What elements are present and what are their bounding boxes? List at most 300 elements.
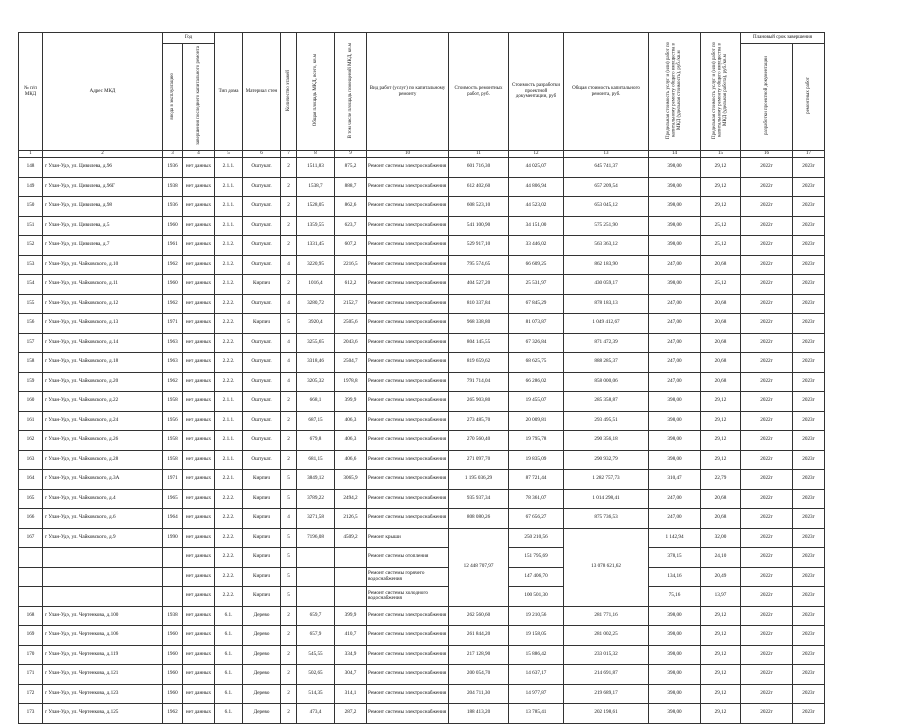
row-house-type: 2.2.2.	[215, 548, 243, 568]
row-house-type: 2.1.1.	[215, 431, 243, 451]
row-work-type: Ремонт системы электроснабжения	[367, 626, 449, 646]
row-floors: 4	[281, 372, 297, 392]
row-year-repair: нет данных	[183, 216, 215, 236]
row-total-area: 657,9	[297, 626, 335, 646]
row-cost-design: 151 795,69	[509, 548, 564, 568]
row-cost-design: 67 326,84	[509, 333, 564, 353]
row-max-cost: 247,00	[649, 509, 701, 529]
header-res-area: В том числе площадь помещений МКД, кв.м	[335, 33, 367, 151]
row-cost-repair: 265 903,80	[449, 392, 509, 412]
row-limit-cost: 32,00	[701, 528, 741, 548]
row-total-area: 502,65	[297, 665, 335, 685]
row-house-type: 2.1.1.	[215, 177, 243, 197]
table-row	[19, 489, 825, 509]
repair-plan-sheet	[18, 32, 824, 724]
column-number: 11	[449, 151, 509, 158]
row-house-type: 2.1.1.	[215, 411, 243, 431]
row-total-cost: 871 472,39	[564, 333, 649, 353]
row-cost-repair: 968 338,80	[449, 314, 509, 334]
row-work-deadline: 2023г	[793, 236, 825, 256]
row-cost-repair: 200 054,70	[449, 665, 509, 685]
row-year-built: 1958	[163, 431, 183, 451]
row-work-type: Ремонт системы электроснабжения	[367, 684, 449, 704]
row-year-built: 1963	[163, 353, 183, 373]
row-work-deadline: 2023г	[793, 626, 825, 646]
row-limit-cost: 29,12	[701, 177, 741, 197]
row-cost-design: 68 625,75	[509, 353, 564, 373]
row-work-deadline: 2023г	[793, 197, 825, 217]
row-max-cost: 134,16	[649, 567, 701, 587]
row-number: 152	[19, 236, 43, 256]
row-wall-material: Дерево	[243, 684, 281, 704]
row-total-area: 3789,22	[297, 489, 335, 509]
row-wall-material: Оштукат.	[243, 431, 281, 451]
row-cost-design: 147 406,70	[509, 567, 564, 587]
table-row	[19, 236, 825, 256]
header-house-type: Тип дома	[215, 33, 243, 151]
row-year-repair: нет данных	[183, 587, 215, 607]
row-year-built: 1962	[163, 704, 183, 724]
row-limit-cost: 29,12	[701, 431, 741, 451]
row-limit-cost: 29,12	[701, 626, 741, 646]
row-year-repair: нет данных	[183, 158, 215, 178]
row-total-area: 1016,4	[297, 275, 335, 295]
row-total-cost: 1 282 757,73	[564, 470, 649, 490]
row-floors: 2	[281, 450, 297, 470]
row-total-cost: 233 015,32	[564, 645, 649, 665]
row-design-deadline: 2022г	[741, 704, 793, 724]
row-number: 148	[19, 158, 43, 178]
table-row	[19, 509, 825, 529]
table-row	[19, 275, 825, 295]
row-address: г Улан-Удэ, ул. Чертенкова, д.100	[43, 606, 163, 626]
row-year-built: 1936	[163, 158, 183, 178]
row-design-deadline: 2022г	[741, 216, 793, 236]
row-work-deadline: 2023г	[793, 216, 825, 236]
row-design-deadline: 2022г	[741, 509, 793, 529]
row-limit-cost: 29,12	[701, 684, 741, 704]
row-total-cost: 1 049 412,67	[564, 314, 649, 334]
row-year-repair: нет данных	[183, 372, 215, 392]
row-floors: 5	[281, 470, 297, 490]
row-design-deadline: 2022г	[741, 548, 793, 568]
header-max-cost: Предельная стоимость услуг и (или) работ по капитальному ремонту общего имущества в МКД (удельная стоимость), руб./кв.м	[649, 33, 701, 151]
row-cost-design: 14 977,87	[509, 684, 564, 704]
row-cost-repair: 217 128,90	[449, 645, 509, 665]
row-total-cost: 1 014 298,41	[564, 489, 649, 509]
row-wall-material: Оштукат.	[243, 333, 281, 353]
row-res-area	[335, 567, 367, 587]
header-cost-design: Стоимость разработки проектной документации, руб	[509, 33, 564, 151]
row-design-deadline: 2022г	[741, 236, 793, 256]
row-cost-repair: 273 485,70	[449, 411, 509, 431]
row-floors: 2	[281, 645, 297, 665]
row-total-cost: 875 736,53	[564, 509, 649, 529]
row-number: 154	[19, 275, 43, 295]
column-number: 12	[509, 151, 564, 158]
row-res-area: 2505,6	[335, 314, 367, 334]
row-total-area: 3205,32	[297, 372, 335, 392]
row-wall-material: Оштукат.	[243, 177, 281, 197]
row-house-type: 6.1.	[215, 704, 243, 724]
row-number: 165	[19, 489, 43, 509]
row-address: г Улан-Удэ, ул. Чайковского, д.11	[43, 275, 163, 295]
row-max-cost: 398,00	[649, 704, 701, 724]
row-work-deadline: 2023г	[793, 431, 825, 451]
column-number: 10	[367, 151, 449, 158]
table-row	[19, 411, 825, 431]
row-floors: 4	[281, 255, 297, 275]
row-work-deadline: 2023г	[793, 665, 825, 685]
row-max-cost: 75,16	[649, 587, 701, 607]
row-work-type: Ремонт крыши	[367, 528, 449, 548]
row-year-repair: нет данных	[183, 645, 215, 665]
table-body-part2	[19, 606, 825, 723]
row-design-deadline: 2022г	[741, 470, 793, 490]
row-address: г Улан-Удэ, ул. Чертенкова, д.106	[43, 626, 163, 646]
row-total-area: 687,15	[297, 411, 335, 431]
row-house-type: 2.2.2.	[215, 353, 243, 373]
row-max-cost: 398,00	[649, 411, 701, 431]
row-max-cost: 398,00	[649, 684, 701, 704]
row-floors: 2	[281, 216, 297, 236]
header-work-type: Вид работ (услуг) по капитальному ремонту	[367, 33, 449, 151]
row-limit-cost: 29,12	[701, 158, 741, 178]
row-year-repair: нет данных	[183, 197, 215, 217]
row-max-cost: 398,00	[649, 275, 701, 295]
row-total-cost: 653 045,12	[564, 197, 649, 217]
row-work-deadline: 2023г	[793, 567, 825, 587]
row-wall-material: Кирпич	[243, 567, 281, 587]
row-year-built: 1960	[163, 645, 183, 665]
row-max-cost: 398,00	[649, 645, 701, 665]
row-limit-cost: 25,12	[701, 236, 741, 256]
row-cost-design: 14 637,17	[509, 665, 564, 685]
row-design-deadline: 2022г	[741, 158, 793, 178]
table-row	[19, 587, 825, 607]
row-wall-material: Оштукат.	[243, 450, 281, 470]
row-house-type: 6.1.	[215, 665, 243, 685]
row-year-repair: нет данных	[183, 509, 215, 529]
row-res-area: 888,7	[335, 177, 367, 197]
row-year-built: 1956	[163, 411, 183, 431]
row-number: 159	[19, 372, 43, 392]
row-year-repair: нет данных	[183, 665, 215, 685]
row-address: г Улан-Удэ, ул. Чайковского, д.24	[43, 411, 163, 431]
row-res-area: 2504,7	[335, 353, 367, 373]
row-cost-repair: 188 413,20	[449, 704, 509, 724]
row-cost-design: 67 845,29	[509, 294, 564, 314]
row-cost-design: 15 886,42	[509, 645, 564, 665]
row-cost-repair: 608 523,10	[449, 197, 509, 217]
column-number: 14	[649, 151, 701, 158]
row-total-cost: 13 078 621,62	[564, 528, 649, 606]
row-work-deadline: 2023г	[793, 509, 825, 529]
row-cost-repair: 262 560,60	[449, 606, 509, 626]
row-work-type: Ремонт системы электроснабжения	[367, 645, 449, 665]
row-year-repair: нет данных	[183, 704, 215, 724]
row-house-type: 6.1.	[215, 626, 243, 646]
row-max-cost: 398,00	[649, 216, 701, 236]
row-work-type: Ремонт системы электроснабжения	[367, 255, 449, 275]
row-work-deadline: 2023г	[793, 392, 825, 412]
row-year-repair: нет данных	[183, 353, 215, 373]
row-cost-repair: 601 716,30	[449, 158, 509, 178]
row-year-built: 1962	[163, 294, 183, 314]
row-number: 158	[19, 353, 43, 373]
row-limit-cost: 29,12	[701, 392, 741, 412]
table-row	[19, 450, 825, 470]
row-res-area: 862,6	[335, 197, 367, 217]
row-floors: 4	[281, 509, 297, 529]
row-cost-design: 66 609,25	[509, 255, 564, 275]
row-floors: 5	[281, 528, 297, 548]
row-number: 161	[19, 411, 43, 431]
row-number: 160	[19, 392, 43, 412]
table-row	[19, 158, 825, 178]
row-house-type: 2.2.2.	[215, 567, 243, 587]
header-num: № п/п МКД	[19, 33, 43, 151]
row-total-cost: 202 198,61	[564, 704, 649, 724]
row-number: 163	[19, 450, 43, 470]
row-max-cost: 247,00	[649, 353, 701, 373]
row-year-built: 1990	[163, 528, 183, 548]
row-max-cost: 247,00	[649, 314, 701, 334]
header-work-deadline: ремонтных работ	[793, 44, 825, 151]
column-number: 16	[741, 151, 793, 158]
row-work-type: Ремонт системы электроснабжения	[367, 704, 449, 724]
row-limit-cost: 25,12	[701, 216, 741, 236]
header-year-repair: завершения последнего капитального ремонта	[183, 44, 215, 151]
row-total-area: 3271,58	[297, 509, 335, 529]
row-address: г Улан-Удэ, ул. Чайковского, д.26	[43, 431, 163, 451]
row-total-area: 7196,08	[297, 528, 335, 548]
row-floors: 2	[281, 275, 297, 295]
row-design-deadline: 2022г	[741, 567, 793, 587]
row-res-area: 2043,6	[335, 333, 367, 353]
row-work-deadline: 2023г	[793, 314, 825, 334]
row-cost-design: 250 210,56	[509, 528, 564, 548]
row-number: 169	[19, 626, 43, 646]
row-total-cost: 878 183,13	[564, 294, 649, 314]
column-number: 15	[701, 151, 741, 158]
row-res-area: 406,6	[335, 450, 367, 470]
row-design-deadline: 2022г	[741, 606, 793, 626]
row-floors: 2	[281, 665, 297, 685]
row-wall-material: Дерево	[243, 665, 281, 685]
row-limit-cost: 20,49	[701, 567, 741, 587]
row-house-type: 2.1.1.	[215, 158, 243, 178]
row-year-built: 1960	[163, 216, 183, 236]
row-year-repair: нет данных	[183, 255, 215, 275]
row-floors: 2	[281, 158, 297, 178]
row-address: г Улан-Удэ, ул. Чайковского, д.3А	[43, 470, 163, 490]
row-total-cost: 645 741,37	[564, 158, 649, 178]
table-row	[19, 665, 825, 685]
row-number: 162	[19, 431, 43, 451]
header-floors: Количество этажей	[281, 33, 297, 151]
row-floors: 5	[281, 587, 297, 607]
row-max-cost: 398,00	[649, 197, 701, 217]
row-cost-repair: 529 917,10	[449, 236, 509, 256]
row-max-cost: 398,00	[649, 626, 701, 646]
row-cost-repair: 819 659,62	[449, 353, 509, 373]
row-year-repair: нет данных	[183, 236, 215, 256]
row-max-cost: 310,47	[649, 470, 701, 490]
row-floors: 5	[281, 489, 297, 509]
row-address: г Улан-Удэ, ул. Чайковского, д.12	[43, 294, 163, 314]
column-number: 3	[163, 151, 183, 158]
row-number: 151	[19, 216, 43, 236]
row-work-type: Ремонт системы электроснабжения	[367, 392, 449, 412]
row-house-type: 2.1.2.	[215, 236, 243, 256]
column-number: 9	[335, 151, 367, 158]
row-cost-design: 81 073,87	[509, 314, 564, 334]
row-cost-design: 19 455,07	[509, 392, 564, 412]
row-year-repair: нет данных	[183, 411, 215, 431]
column-number: 6	[243, 151, 281, 158]
header-address: Адрес МКД	[43, 33, 163, 151]
row-year-repair: нет данных	[183, 275, 215, 295]
row-cost-repair: 808 080,26	[449, 509, 509, 529]
row-year-built: 1963	[163, 333, 183, 353]
row-number	[19, 567, 43, 587]
row-res-area: 314,1	[335, 684, 367, 704]
table-row	[19, 626, 825, 646]
row-work-type: Ремонт системы электроснабжения	[367, 470, 449, 490]
row-work-deadline: 2023г	[793, 704, 825, 724]
row-wall-material: Кирпич	[243, 528, 281, 548]
row-house-type: 2.2.2.	[215, 372, 243, 392]
row-cost-repair: 795 574,65	[449, 255, 509, 275]
header-cost-repair: Стоимость ремонтных работ, руб.	[449, 33, 509, 151]
row-year-built: 1960	[163, 275, 183, 295]
row-max-cost: 247,00	[649, 489, 701, 509]
row-res-area: 2126,5	[335, 509, 367, 529]
row-max-cost: 398,00	[649, 392, 701, 412]
row-floors: 2	[281, 177, 297, 197]
row-total-area: 545,55	[297, 645, 335, 665]
row-year-repair: нет данных	[183, 489, 215, 509]
table-row	[19, 314, 825, 334]
row-cost-design: 34 151,00	[509, 216, 564, 236]
row-floors: 4	[281, 294, 297, 314]
table-row	[19, 294, 825, 314]
row-cost-repair: 271 097,70	[449, 450, 509, 470]
row-address: г Улан-Удэ, ул. Чайковского, д.10	[43, 255, 163, 275]
row-work-deadline: 2023г	[793, 684, 825, 704]
table-row	[19, 704, 825, 724]
row-year-built: 1958	[163, 450, 183, 470]
row-cost-design: 19 835,09	[509, 450, 564, 470]
row-limit-cost: 29,12	[701, 606, 741, 626]
row-year-built	[163, 587, 183, 607]
row-work-deadline: 2023г	[793, 294, 825, 314]
row-total-cost: 290 356,18	[564, 431, 649, 451]
row-limit-cost: 20,68	[701, 509, 741, 529]
row-limit-cost: 29,12	[701, 197, 741, 217]
row-res-area: 4509,2	[335, 528, 367, 548]
row-total-cost: 293 495,51	[564, 411, 649, 431]
row-work-type: Ремонт системы электроснабжения	[367, 372, 449, 392]
row-year-built: 1936	[163, 197, 183, 217]
header-year-built: ввода в эксплуатацию	[163, 44, 183, 151]
row-total-cost: 888 285,37	[564, 353, 649, 373]
row-work-deadline: 2023г	[793, 275, 825, 295]
row-address: г Улан-Удэ, ул. Цивилева, д.7	[43, 236, 163, 256]
row-year-repair: нет данных	[183, 314, 215, 334]
row-year-built: 1960	[163, 626, 183, 646]
row-design-deadline: 2022г	[741, 411, 793, 431]
row-res-area: 399,9	[335, 392, 367, 412]
row-house-type: 2.2.2.	[215, 509, 243, 529]
row-house-type: 2.2.2.	[215, 314, 243, 334]
row-work-type: Ремонт системы электроснабжения	[367, 333, 449, 353]
row-total-area: 1331,45	[297, 236, 335, 256]
row-floors: 2	[281, 411, 297, 431]
row-max-cost: 247,00	[649, 255, 701, 275]
row-address: г Улан-Удэ, ул. Чайковского, д.14	[43, 333, 163, 353]
row-year-built: 1971	[163, 314, 183, 334]
table-row	[19, 470, 825, 490]
row-floors: 2	[281, 684, 297, 704]
row-limit-cost: 20,68	[701, 314, 741, 334]
header-design-deadline: разработки проектной документации	[741, 44, 793, 151]
row-total-cost: 285 358,87	[564, 392, 649, 412]
row-total-cost: 862 183,90	[564, 255, 649, 275]
row-year-repair: нет данных	[183, 333, 215, 353]
row-year-repair: нет данных	[183, 431, 215, 451]
row-work-deadline: 2023г	[793, 489, 825, 509]
row-wall-material: Оштукат.	[243, 294, 281, 314]
row-year-built: 1958	[163, 392, 183, 412]
row-house-type: 6.1.	[215, 606, 243, 626]
row-house-type: 2.2.2.	[215, 294, 243, 314]
row-limit-cost: 24,10	[701, 548, 741, 568]
table-body-group	[19, 528, 825, 606]
row-wall-material: Оштукат.	[243, 353, 281, 373]
row-cost-design: 19 158,05	[509, 626, 564, 646]
table-row	[19, 333, 825, 353]
header-year-group: Год	[163, 33, 215, 44]
row-total-cost: 219 689,17	[564, 684, 649, 704]
row-number: 173	[19, 704, 43, 724]
row-address	[43, 587, 163, 607]
row-res-area: 406,3	[335, 431, 367, 451]
row-design-deadline: 2022г	[741, 489, 793, 509]
row-limit-cost: 29,12	[701, 450, 741, 470]
row-wall-material: Кирпич	[243, 509, 281, 529]
table-row	[19, 606, 825, 626]
row-cost-design: 44 806,94	[509, 177, 564, 197]
row-house-type: 2.2.1.	[215, 470, 243, 490]
row-year-repair: нет данных	[183, 392, 215, 412]
row-cost-design: 78 361,07	[509, 489, 564, 509]
row-work-type: Ремонт системы отопления	[367, 548, 449, 568]
row-floors: 2	[281, 626, 297, 646]
row-limit-cost: 29,12	[701, 665, 741, 685]
row-total-cost: 563 363,12	[564, 236, 649, 256]
row-number: 150	[19, 197, 43, 217]
row-number: 157	[19, 333, 43, 353]
row-total-area	[297, 567, 335, 587]
row-year-repair: нет данных	[183, 470, 215, 490]
row-total-area	[297, 548, 335, 568]
row-wall-material: Оштукат.	[243, 158, 281, 178]
row-year-built: 1971	[163, 470, 183, 490]
row-work-type: Ремонт системы электроснабжения	[367, 489, 449, 509]
row-cost-repair: 261 844,20	[449, 626, 509, 646]
